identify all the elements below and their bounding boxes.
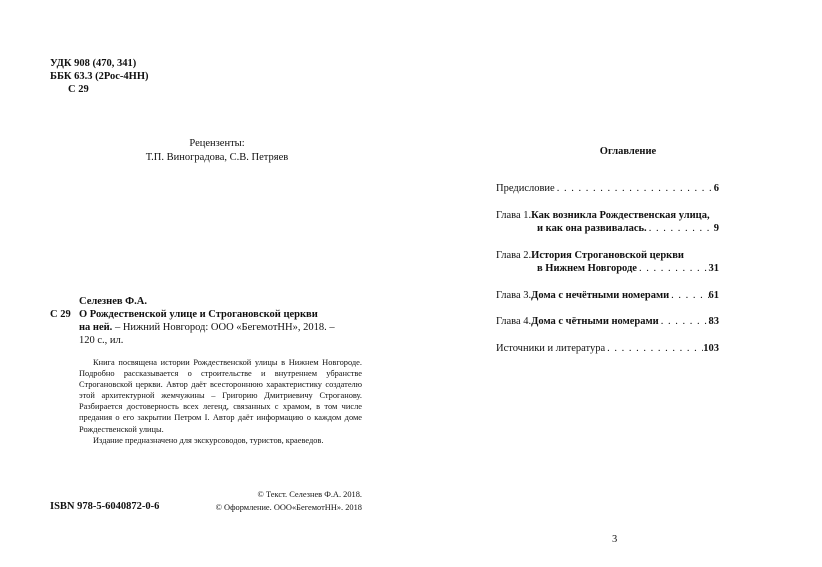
biblio-code: С 29: [50, 309, 71, 320]
toc-entry-chapter-3: [496, 289, 719, 303]
toc-chapter-prefix: Глава 3.: [496, 289, 532, 301]
cutter-code: С 29: [68, 84, 89, 95]
bibliographic-record: [50, 295, 365, 347]
toc-entry-title-cont: и как она развивалась.: [537, 223, 647, 234]
toc-leader: [555, 182, 714, 196]
toc-chapter-prefix: Глава 4.: [496, 316, 532, 327]
copyright-design: © Оформление. ООО«БегемотНН». 2018: [215, 503, 362, 512]
reviewers-names: Т.П. Виноградова, С.В. Петряев: [145, 152, 289, 163]
biblio-pages: 120 с., ил.: [79, 335, 124, 346]
toc-entry-title: Дома с нечётными номерами: [531, 289, 670, 301]
toc-entry-chapter-4: [496, 315, 719, 329]
table-of-contents: [496, 182, 719, 368]
biblio-imprint-line: [50, 321, 365, 334]
toc-page-number: 31: [708, 263, 719, 274]
toc-page-number: 103: [703, 342, 719, 354]
copyright-block: [190, 488, 362, 514]
toc-page-number: 6: [713, 183, 719, 194]
toc-chapter-prefix: Глава 2.: [496, 249, 532, 261]
toc-entry-title: Как возникла Рождественская улица,: [531, 209, 710, 221]
toc-leader: [669, 289, 708, 303]
isbn: ISBN 978-5-6040872-0-6: [50, 501, 160, 512]
biblio-title: О Рождественской улице и Строгановской церкви: [79, 309, 318, 320]
toc-entry-title: Дома с чётными номерами: [531, 316, 659, 327]
abstract: [79, 357, 362, 446]
toc-entry-preface: [496, 182, 719, 196]
toc-page-number: 61: [708, 289, 719, 301]
udk-code: УДК 908 (470, 341): [50, 58, 137, 69]
toc-leader: [647, 222, 714, 236]
abstract-paragraph: Книга посвящена истории Рождественской улицы в Нижнем Новгороде. Подробно рассказывается о строительстве и внутреннем убранстве Строгановской церкви. Автор даёт всестороннюю характеристику создателю этой архитектурной жемчужины – Григорию Дмитриевичу Строганову. Разбирается достоверность всех легенд, связанных с храмом, в том числе предания о его закрытии Петром I. Автор даёт информацию о каждом доме Рождественской улицы.: [79, 358, 362, 434]
copyright-text: © Текст. Селезнев Ф.А. 2018.: [257, 490, 362, 499]
toc-entry-title: История Строгановской церкви: [531, 249, 684, 261]
toc-leader: [637, 262, 709, 276]
toc-page-number: 9: [713, 223, 719, 234]
toc-chapter-prefix: Глава 1.: [496, 209, 532, 221]
reviewers-label: Рецензенты:: [189, 138, 245, 149]
toc-entry-chapter-2: [496, 249, 719, 276]
abstract-audience: Издание предназначено для экскурсоводов, туристов, краеведов.: [93, 435, 324, 445]
biblio-title-cont: на ней.: [79, 322, 113, 333]
biblio-title-row: [50, 308, 365, 321]
toc-leader: [605, 342, 703, 356]
toc-entry-title: Предисловие: [496, 183, 555, 194]
toc-entry-sources: [496, 342, 719, 356]
toc-title: Оглавление: [599, 146, 657, 157]
toc-entry-title-cont: в Нижнем Новгороде: [537, 263, 637, 274]
toc-page-number: 83: [708, 316, 719, 327]
author-name: Селезнев Ф.А.: [79, 296, 147, 307]
biblio-imprint: – Нижний Новгород: ООО «БегемотНН», 2018. –: [112, 322, 335, 333]
bbk-code: ББК 63.3 (2Рос-4НН): [50, 71, 149, 82]
toc-entry-chapter-1: [496, 209, 719, 236]
toc-leader: [659, 315, 709, 329]
page-number: 3: [612, 534, 618, 545]
toc-entry-title: Источники и литература: [496, 342, 606, 354]
classification-codes: [50, 57, 149, 96]
reviewers-block: [92, 137, 342, 165]
